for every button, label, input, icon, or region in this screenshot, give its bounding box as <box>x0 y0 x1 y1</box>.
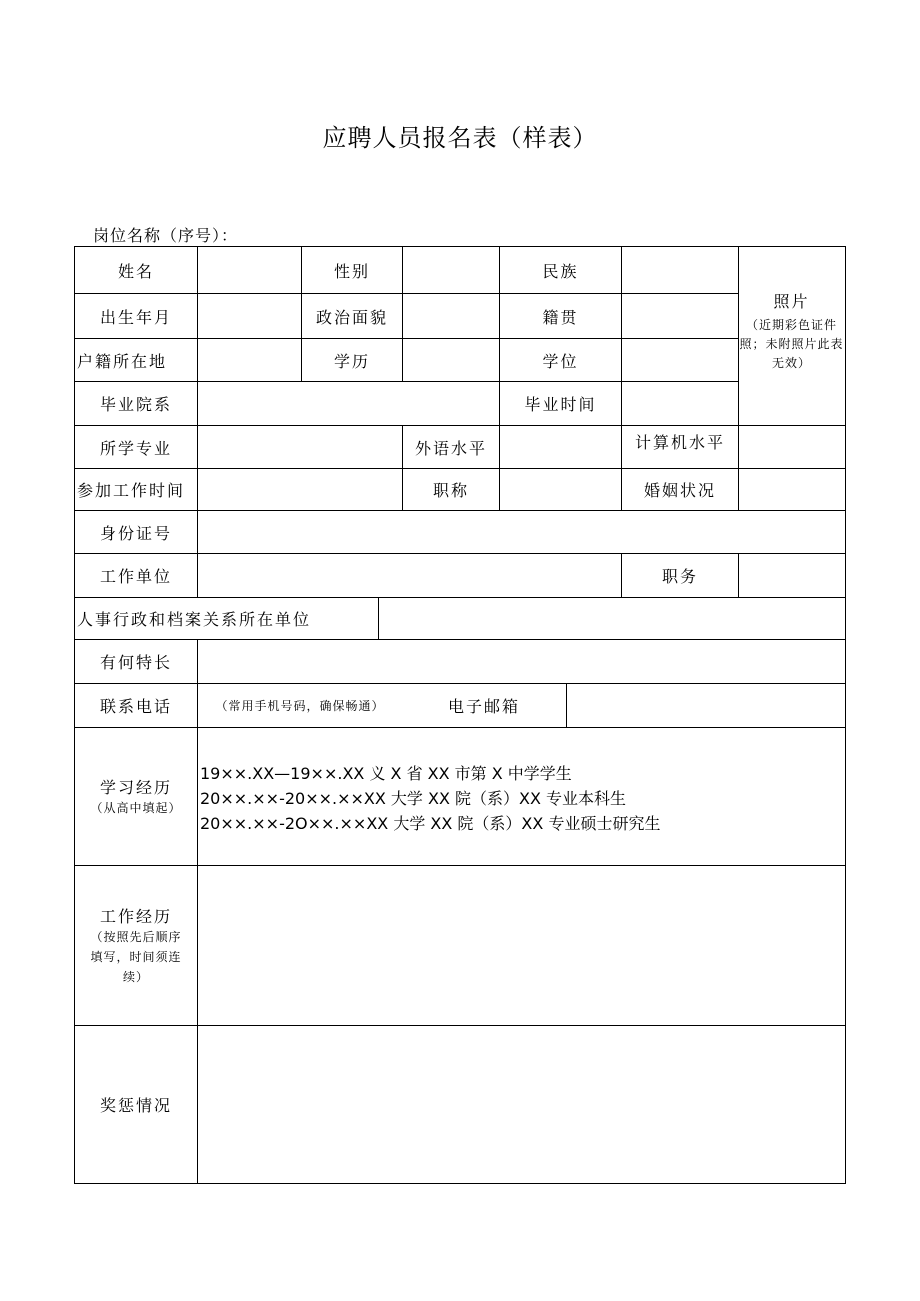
work-history-field[interactable] <box>198 866 845 1025</box>
phone-field-hint[interactable]: （常用手机号码，确保畅通） <box>215 699 385 713</box>
work-start-label: 参加工作时间 <box>77 481 186 500</box>
study-history-note: （从高中填起） <box>90 801 182 815</box>
page-title: 应聘人员报名表（样表） <box>322 124 598 152</box>
household-field[interactable] <box>198 339 301 381</box>
major-label: 所学专业 <box>99 438 172 458</box>
study-history-field[interactable] <box>200 761 660 836</box>
work-history-label-group <box>75 866 197 1025</box>
email-field[interactable] <box>567 684 845 727</box>
native-place-field[interactable] <box>622 294 738 338</box>
computer-level-label: 计算机水平 <box>634 432 725 452</box>
computer-level-field[interactable] <box>739 426 845 468</box>
title-rank-field[interactable] <box>500 469 621 510</box>
rewards-label: 奖惩情况 <box>99 1096 172 1115</box>
marital-status-field[interactable] <box>739 469 845 510</box>
specialty-label: 有何特长 <box>99 653 172 672</box>
ethnicity-label: 民族 <box>542 261 579 281</box>
major-field[interactable] <box>198 426 402 468</box>
gender-field[interactable] <box>403 247 499 293</box>
position-name-label: 岗位名称（序号）： <box>93 226 239 245</box>
graduate-school-field[interactable] <box>198 382 499 425</box>
rewards-field[interactable] <box>198 1026 845 1183</box>
photo-note: （近期彩色证件照；未附照片此表无效） <box>739 318 844 370</box>
id-number-label: 身份证号 <box>99 523 172 543</box>
political-status-field[interactable] <box>403 294 499 338</box>
ethnicity-field[interactable] <box>622 247 738 293</box>
id-number-field[interactable] <box>198 511 845 553</box>
work-start-field[interactable] <box>198 469 402 510</box>
gender-label: 性别 <box>333 261 370 281</box>
education-label: 学历 <box>333 351 370 371</box>
photo-label: 照片 <box>773 292 810 311</box>
native-place-label: 籍贯 <box>542 307 579 327</box>
study-history-entry: 19××.XX—19××.XX 义 X 省 XX 市第 X 中学学生 <box>200 764 572 783</box>
photo-box[interactable] <box>738 247 845 425</box>
name-field[interactable] <box>198 247 301 293</box>
phone-label: 联系电话 <box>99 697 172 716</box>
foreign-language-label: 外语水平 <box>414 438 487 458</box>
graduate-school-label: 毕业院系 <box>99 395 172 414</box>
work-unit-label: 工作单位 <box>99 567 172 586</box>
household-label: 户籍所在地 <box>77 351 168 371</box>
archive-unit-field[interactable] <box>379 598 845 639</box>
post-label: 职务 <box>661 567 698 586</box>
email-label: 电子邮箱 <box>447 697 520 716</box>
work-history-note: （按照先后顺序填写，时间须连续） <box>90 930 182 984</box>
birth-label: 出生年月 <box>99 307 172 327</box>
degree-field[interactable] <box>622 339 738 381</box>
degree-label: 学位 <box>542 351 579 371</box>
study-history-label-group <box>75 728 197 865</box>
education-field[interactable] <box>403 339 499 381</box>
study-history-entry: 20××.××-2O××.××XX 大学 XX 院（系）XX 专业硕士研究生 <box>200 814 661 833</box>
study-history-label: 学习经历 <box>99 778 172 797</box>
archive-unit-label: 人事行政和档案关系所在单位 <box>77 610 312 629</box>
birth-field[interactable] <box>198 294 301 338</box>
title-rank-label: 职称 <box>432 481 469 500</box>
foreign-language-field[interactable] <box>500 426 621 468</box>
post-field[interactable] <box>739 554 845 597</box>
political-status-label: 政治面貌 <box>315 307 388 327</box>
study-history-entry: 20××.××-20××.××XX 大学 XX 院（系）XX 专业本科生 <box>200 789 627 808</box>
marital-status-label: 婚姻状况 <box>643 481 716 500</box>
graduation-time-label: 毕业时间 <box>524 395 597 414</box>
graduation-time-field[interactable] <box>622 382 738 425</box>
work-unit-field[interactable] <box>198 554 621 597</box>
name-label: 姓名 <box>117 261 154 281</box>
specialty-field[interactable] <box>198 640 845 683</box>
work-history-label: 工作经历 <box>99 907 172 926</box>
